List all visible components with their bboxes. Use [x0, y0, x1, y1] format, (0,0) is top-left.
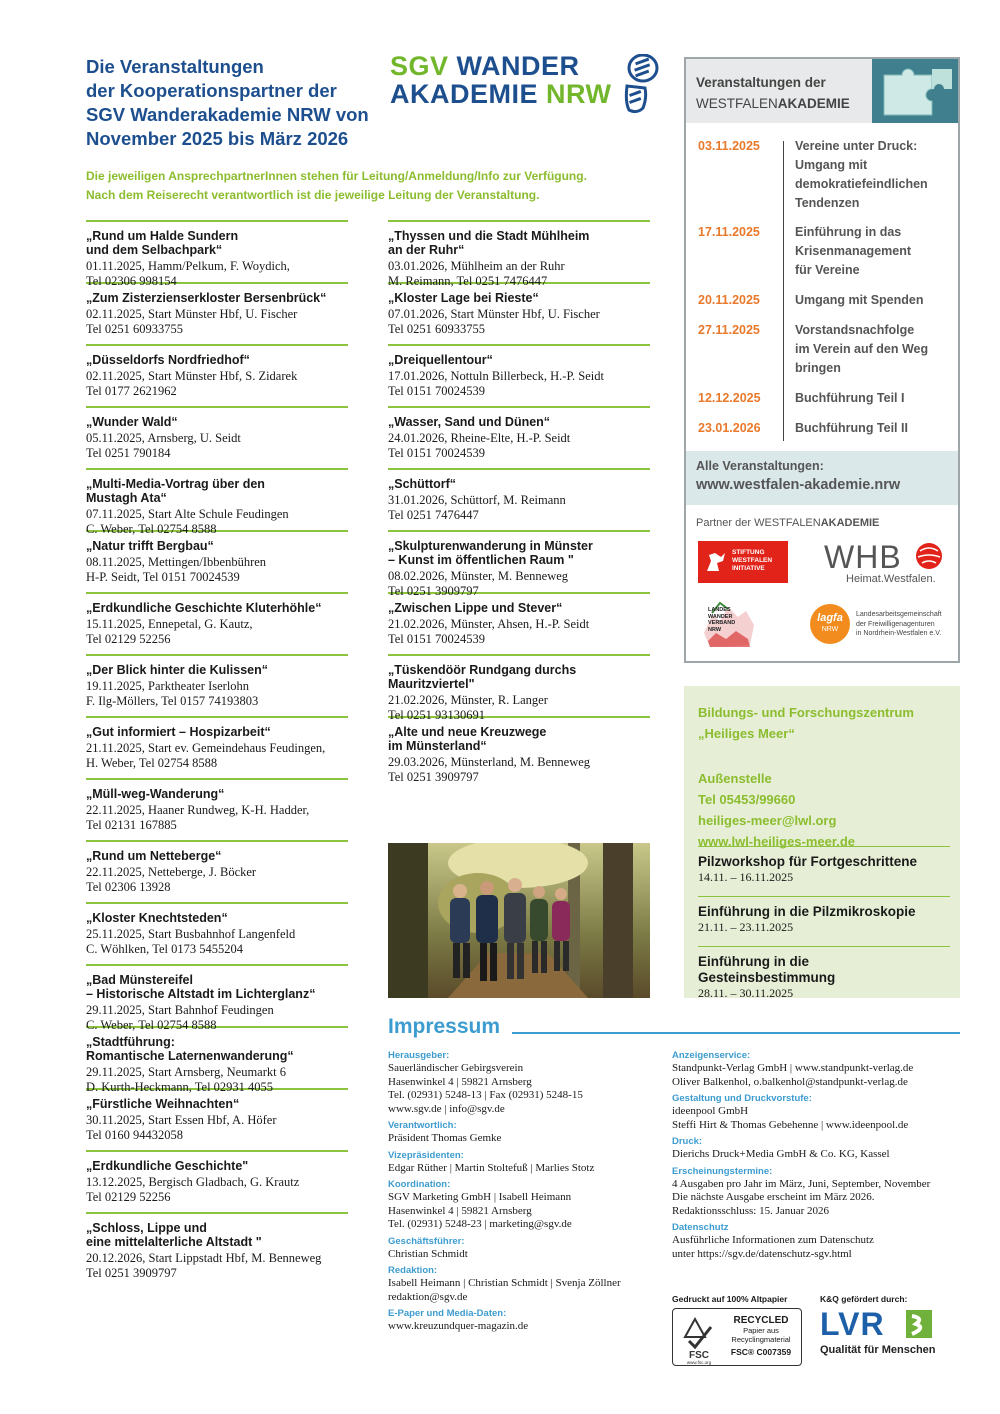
impressum-label: E-Paper und Media-Daten: [388, 1308, 507, 1319]
impressum-label: Herausgeber: [388, 1050, 450, 1061]
impressum-block [388, 1236, 658, 1262]
event-title: „Gut informiert – Hospizarbeit“ [86, 725, 271, 739]
impressum-label: Datenschutz [672, 1222, 729, 1233]
event-item [86, 1026, 348, 1094]
impressum-block [672, 1136, 962, 1162]
impressum-value: Sauerländischer Gebirgsverein Hasenwinkel 4 | 59821 Arnsberg Tel. (02931) 5248-13 | Fax (02931) 5248-15 www.sgv.de | info@sgv.de [388, 1062, 583, 1115]
impressum-block [388, 1265, 658, 1304]
westfalen-event-date: 20.11.2025 [698, 293, 760, 307]
event-details: 07.11.2025, Start Alte Schule Feudingen C. Weber, Tel 02754 8588 [86, 507, 289, 536]
event-details: 08.02.2026, Münster, M. Benneweg Tel 0251 3909797 [388, 569, 569, 598]
event-title: „Kloster Lage bei Rieste“ [388, 291, 539, 305]
impressum-label: Koordination: [388, 1179, 451, 1190]
impressum-block [388, 1179, 658, 1232]
westfalen-event-date: 27.11.2025 [698, 323, 760, 337]
westfalen-akademie-box [684, 57, 960, 663]
course-item: Einführung in die Gesteinsbestimmung 28.11. – 30.11.2025 [698, 946, 950, 1001]
event-title: „Dreiquellentour“ [388, 353, 493, 367]
event-item [388, 220, 650, 288]
tree-checkmark-icon [677, 1311, 721, 1365]
impressum-block [388, 1050, 658, 1116]
hiking-group-photo [388, 843, 650, 998]
westfalen-event-date: 03.11.2025 [698, 139, 760, 153]
event-title: „Schüttorf“ [388, 477, 457, 491]
partner-label: Partner der WESTFALENAKADEMIE [696, 517, 880, 529]
event-item [86, 1212, 348, 1280]
lagfa-logo: lagfa NRW Landesarbeitsgemeinschaft der Freiwilligenagenturen in Nordrhein-Westfalen e.V. [810, 602, 955, 648]
heiliges-meer-contact: Außenstelle Tel 05453/99660 heiliges-meer@lwl.org www.lwl-heiliges-meer.de [698, 768, 855, 852]
event-title: „Bad Münstereifel – Historische Altstadt im Lichterglanz“ [86, 973, 316, 1001]
event-item [86, 654, 348, 716]
impressum-value: Ausführliche Informationen zum Datenschutz unter https://sgv.de/datenschutz-sgv.html [672, 1234, 874, 1260]
lvr-mark-icon [902, 1306, 938, 1342]
event-title: „Erdkundliche Geschichte" [86, 1159, 249, 1173]
event-item [388, 530, 650, 598]
event-item [86, 778, 348, 840]
impressum-block [388, 1120, 658, 1146]
email-link[interactable]: heiliges-meer@lwl.org [698, 813, 837, 828]
impressum-left-column [388, 1050, 658, 1338]
impressum-right-column [672, 1050, 962, 1265]
impressum-label: Geschäftsführer: [388, 1235, 465, 1247]
event-item [388, 592, 650, 654]
event-details: 22.11.2025, Netteberge, J. Böcker Tel 02306 13928 [86, 865, 257, 894]
westfalen-event [686, 219, 958, 287]
event-details: 01.11.2025, Hamm/Pelkum, F. Woydich, Tel 02306 998154 [86, 259, 290, 288]
event-details: 24.01.2026, Rheine-Elte, H.-P. Seidt Tel 0151 70024539 [388, 431, 571, 460]
puzzle-icon [872, 59, 958, 123]
westfalen-event-title: Buchführung Teil I [795, 391, 905, 405]
westfalen-event-title: Umgang mit Spenden [795, 293, 924, 307]
westfalen-event-date: 12.12.2025 [698, 391, 761, 405]
event-title: „Schloss, Lippe und eine mittelalterliche Altstadt " [86, 1221, 262, 1249]
impressum-label: Druck: [672, 1136, 703, 1147]
heiliges-meer-box [684, 686, 960, 998]
event-title: „Multi-Media-Vortrag über den Mustagh Ata“ [86, 477, 265, 505]
event-item [86, 902, 348, 964]
event-title: „Tüskendöör Rundgang durchs Mauritzviertel" [388, 663, 577, 691]
website-link[interactable]: www.lwl-heiliges-meer.de [698, 834, 856, 849]
event-details: 30.11.2025, Start Essen Hbf, A. Höfer Tel 0160 94432058 [86, 1113, 277, 1142]
event-title: „Erdkundliche Geschichte Kluterhöhle“ [86, 601, 322, 615]
course-item: Pilzworkshop für Fortgeschrittene 14.11. – 16.11.2025 [698, 846, 950, 885]
impressum-value: Standpunkt-Verlag GmbH | www.standpunkt-verlag.de Oliver Balkenhol, o.balkenhol@standpunkt-verlag.de [672, 1062, 914, 1088]
event-details: 13.12.2025, Bergisch Gladbach, G. Krautz Tel 02129 52256 [86, 1175, 300, 1204]
westfalen-url-link[interactable]: www.westfalen-akademie.nrw [696, 477, 901, 493]
impressum-value: ideenpool GmbH Steffi Hirt & Thomas Gebehenne | www.ideenpool.de [672, 1105, 909, 1131]
event-details: 02.11.2025, Start Münster Hbf, S. Zidarek Tel 0177 2621962 [86, 369, 298, 398]
event-title: „Stadtführung: Romantische Laternenwanderung“ [86, 1035, 294, 1063]
event-title: „Wasser, Sand und Dünen“ [388, 415, 551, 429]
event-details: 22.11.2025, Haaner Rundweg, K-H. Hadder, Tel 02131 167885 [86, 803, 310, 832]
impressum-block [672, 1050, 962, 1089]
westfalen-event-list [686, 133, 958, 445]
event-details: 29.11.2025, Start Bahnhof Feudingen C. Weber, Tel 02754 8588 [86, 1003, 274, 1032]
course-item: Einführung in die Pilzmikroskopie 21.11. – 23.11.2025 [698, 896, 950, 935]
svg-text:www.fsc.org: www.fsc.org [686, 1360, 712, 1365]
westfalen-event-title: Einführung in das Krisenmanagement für Vereine [795, 225, 912, 277]
event-item [388, 654, 650, 722]
event-details: 25.11.2025, Start Busbahnhof Langenfeld C. Wöhlken, Tel 0173 5455204 [86, 927, 296, 956]
lvr-logo: LVR Qualität für Menschen [820, 1306, 960, 1360]
event-title: „Natur trifft Bergbau“ [86, 539, 214, 553]
event-item [86, 468, 348, 536]
impressum-block [388, 1308, 658, 1334]
westfalen-header-line1: Veranstaltungen der [696, 75, 826, 90]
sgv-wanderakademie-logo: SGV WANDER AKADEMIE NRW [390, 52, 665, 116]
event-item [86, 716, 348, 778]
event-title: „Fürstliche Weihnachten“ [86, 1097, 240, 1111]
event-details: 03.01.2026, Mühlheim an der Ruhr M. Reimann, Tel 0251 7476447 [388, 259, 565, 288]
globe-icon [914, 541, 944, 571]
westfalen-header [686, 59, 958, 123]
impressum-label: Verantwortlich: [388, 1120, 457, 1131]
event-item [86, 220, 348, 288]
event-title: „Zwischen Lippe und Stever“ [388, 601, 563, 615]
impressum-block [672, 1166, 962, 1219]
event-details: 07.01.2026, Start Münster Hbf, U. Fischer Tel 0251 60933755 [388, 307, 600, 336]
event-details: 15.11.2025, Ennepetal, G. Kautz, Tel 02129 52256 [86, 617, 253, 646]
event-details: 08.11.2025, Mettingen/Ibbenbühren H-P. Seidt, Tel 0151 70024539 [86, 555, 267, 584]
stiftung-westfalen-logo: STIFTUNG WESTFALEN INITIATIVE [698, 541, 788, 583]
impressum-title: Impressum [388, 1015, 501, 1038]
svg-text:FSC: FSC [689, 1350, 709, 1361]
westfalen-header-line2: WESTFALENAKADEMIE [696, 96, 850, 111]
westfalen-event-date: 17.11.2025 [698, 225, 760, 239]
event-title: „Alte und neue Kreuzwege im Münsterland“ [388, 725, 547, 753]
event-title: „Zum Zisterzienserkloster Bersenbrück“ [86, 291, 327, 305]
event-item [86, 530, 348, 592]
event-details: 29.03.2026, Münsterland, M. Benneweg Tel 0251 3909797 [388, 755, 591, 784]
impressum-label: Anzeigenservice: [672, 1050, 751, 1061]
event-item [86, 592, 348, 654]
impressum-value: Präsident Thomas Gemke [388, 1132, 502, 1144]
event-title: „Thyssen und die Stadt Mühlheim an der Ruhr“ [388, 229, 590, 257]
event-item [388, 468, 650, 530]
events-right-column [388, 220, 650, 784]
event-title: „Kloster Knechtsteden“ [86, 911, 228, 925]
impressum-value: Edgar Rüther | Martin Stoltefuß | Marlies Stotz [388, 1161, 595, 1174]
page-title: Die Veranstaltungen der Kooperationspartner der SGV Wanderakademie NRW von November 2025 bis März 2026 [86, 56, 369, 149]
event-details: 21.02.2026, Münster, Ahsen, H.-P. Seidt Tel 0151 70024539 [388, 617, 590, 646]
event-title: „Skulpturenwanderung in Münster – Kunst im öffentlichen Raum " [388, 539, 593, 567]
landeswanderverband-logo: LANDES WANDER VERBAND NRW [698, 595, 758, 653]
westfalen-event [686, 317, 958, 385]
event-item [86, 282, 348, 344]
all-events-label: Alle Veranstaltungen: [696, 459, 824, 473]
event-title: „Rund um Netteberge“ [86, 849, 222, 863]
event-title: „Wunder Wald“ [86, 415, 178, 429]
heiliges-meer-heading: Bildungs- und Forschungszentrum „Heiliges Meer“ [698, 705, 914, 741]
event-details: 05.11.2025, Arnsberg, U. Seidt Tel 0251 790184 [86, 431, 241, 460]
impressum-rule [512, 1032, 960, 1034]
westfalen-event-title: Vereine unter Druck: Umgang mit demokratiefeindlichen Tendenzen [795, 139, 928, 210]
event-item [388, 282, 650, 344]
event-title: „Rund um Halde Sundern und dem Selbachpark“ [86, 229, 239, 257]
event-title: „Düsseldorfs Nordfriedhof“ [86, 353, 250, 367]
sponsor-label: K&Q gefördert durch: [820, 1294, 908, 1304]
event-item [86, 964, 348, 1032]
event-item [86, 344, 348, 406]
event-item [86, 840, 348, 902]
event-details: 17.01.2026, Nottuln Billerbeck, H.-P. Seidt Tel 0151 70024539 [388, 369, 604, 398]
event-details: 20.12.2026, Start Lippstadt Hbf, M. Benneweg Tel 0251 3909797 [86, 1251, 322, 1280]
whb-logo: WHB Heimat.Westfalen. [822, 539, 948, 587]
boot-print-icon [617, 54, 661, 114]
impressum-label: Vizepräsidenten: [388, 1149, 464, 1161]
events-left-column [86, 220, 348, 1280]
fsc-recycled-logo: FSC www.fsc.org RECYCLED Papier aus Recyclingmaterial FSC® C007359 [672, 1308, 802, 1366]
impressum-value: www.kreuzundquer-magazin.de [388, 1320, 529, 1332]
event-details: 21.02.2026, Münster, R. Langer Tel 0251 93130691 [388, 693, 548, 722]
westfalen-event-title: Vorstandsnachfolge im Verein auf den Weg bringen [795, 323, 929, 375]
westfalen-event [686, 133, 958, 219]
impressum-label: Gestaltung und Druckvorstufe: [672, 1093, 812, 1104]
impressum-value: Isabell Heimann | Christian Schmidt | Svenja Zöllner redaktion@sgv.de [388, 1277, 621, 1303]
event-title: „Müll-weg-Wanderung“ [86, 787, 225, 801]
event-details: 21.11.2025, Start ev. Gemeindehaus Feudingen, H. Weber, Tel 02754 8588 [86, 741, 326, 770]
horse-icon [703, 549, 729, 575]
impressum-block [388, 1150, 658, 1176]
impressum-value: SGV Marketing GmbH | Isabell Heimann Hasenwinkel 4 | 59821 Arnsberg Tel. (02931) 5248-23 | marketing@sgv.de [388, 1191, 572, 1230]
recycled-label: Gedruckt auf 100% Altpapier [672, 1294, 788, 1304]
event-details: 29.11.2025, Start Arnsberg, Neumarkt 6 D. Kurth-Heckmann, Tel 02931 4055 [86, 1065, 286, 1094]
subtitle: Die jeweiligen AnsprechpartnerInnen stehen für Leitung/Anmeldung/Info zur Verfügung. Nach dem Reiserecht verantwortlich ist die jeweilige Leitung der Veranstaltung. [86, 169, 587, 202]
event-details: 02.11.2025, Start Münster Hbf, U. Fischer Tel 0251 60933755 [86, 307, 298, 336]
event-details: 19.11.2025, Parktheater Iserlohn F. Ilg-Möllers, Tel 0157 74193803 [86, 679, 259, 708]
westfalen-event [686, 415, 958, 445]
event-item [388, 406, 650, 468]
westfalen-event [686, 385, 958, 415]
event-item [388, 716, 650, 784]
impressum-label: Redaktion: [388, 1265, 438, 1276]
westfalen-event [686, 287, 958, 317]
impressum-value: Christian Schmidt [388, 1247, 468, 1260]
impressum-value: Dierichs Druck+Media GmbH & Co. KG, Kassel [672, 1148, 890, 1160]
impressum-label: Erscheinungstermine: [672, 1165, 773, 1177]
event-item [86, 1150, 348, 1212]
event-title: „Der Blick hinter die Kulissen“ [86, 663, 268, 677]
westfalen-all-events [686, 451, 958, 505]
westfalen-event-date: 23.01.2026 [698, 421, 761, 435]
westfalen-event-title: Buchführung Teil II [795, 421, 908, 435]
impressum-block [672, 1093, 962, 1132]
event-item [388, 344, 650, 406]
impressum-block [672, 1222, 962, 1261]
event-item [86, 406, 348, 468]
lagfa-circle: lagfa NRW [810, 604, 850, 644]
event-item [86, 1088, 348, 1150]
event-details: 31.01.2026, Schüttorf, M. Reimann Tel 0251 7476447 [388, 493, 566, 522]
impressum-value: 4 Ausgaben pro Jahr im März, Juni, September, November Die nächste Ausgabe erscheint im März 2026. Redaktionsschluss: 15. Januar 2026 [672, 1177, 931, 1217]
